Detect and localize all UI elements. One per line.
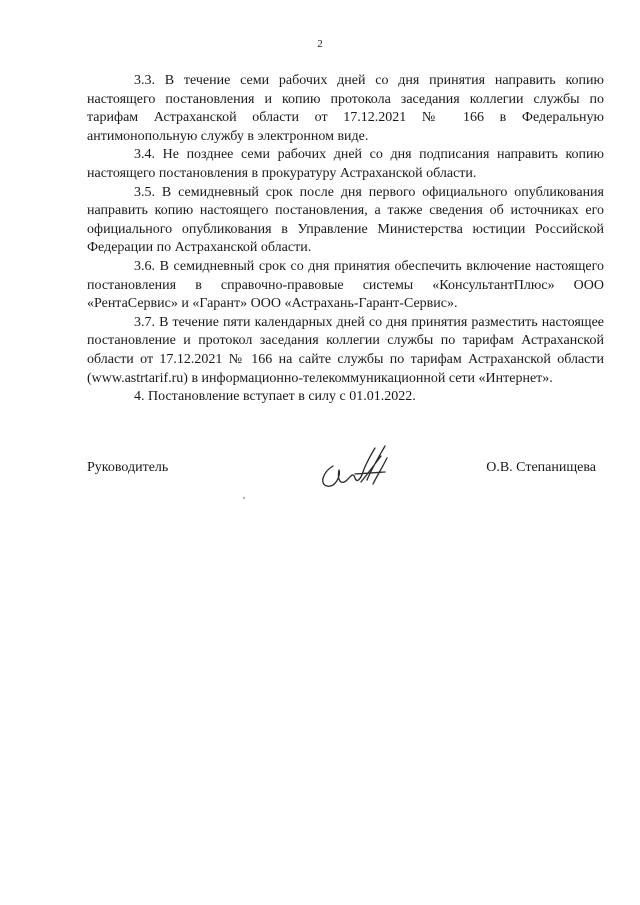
paragraph-3-5: 3.5. В семидневный срок после дня первого официального опубликования направить копию настоящего постановления, а также сведения об источниках его официального опубликования в Управление Министерства юстиции Российской Федерации по Астраханской области. [87,184,604,256]
paragraph-4: 4. Постановление вступает в силу с 01.01.2022. [134,389,416,405]
document-body [87,72,604,407]
page-number: 2 [317,38,323,50]
signature-block [87,436,604,496]
paragraph-3-6: 3.6. В семидневный срок со дня принятия обеспечить включение настоящего постановления в справочно-правовые системы «КонсультантПлюс» ООО «РентаСервис» и «Гарант» ООО «Астрахань-Гарант-Сервис». [87,258,604,312]
handwritten-signature [315,436,395,494]
signatory-name: О.В. Степанищева [486,460,596,475]
paragraph-3-4: 3.4. Не позднее семи рабочих дней со дня подписания направить копию настоящего постановления в прокуратуру Астраханской области. [87,147,604,181]
paragraph-3-3: 3.3. В течение семи рабочих дней со дня принятия направить копию настоящего постановления и копию протокола заседания коллегии службы по тарифам Астраханской области от 17.12.2021 № 166 в Федеральную антимонопольную службу в электронном виде. [87,73,604,144]
scan-speck [243,497,245,499]
signatory-title: Руководитель [87,460,169,475]
paragraph-3-7: 3.7. В течение пяти календарных дней со дня принятия разместить настоящее постановление и протокол заседания коллегии службы по тарифам Астраханской области от 17.12.2021 № 166 на сайте службы по тарифам Астраханской области (www.astrtarif.ru) в информационно-телекоммуникационной сети «Интернет». [87,314,604,386]
